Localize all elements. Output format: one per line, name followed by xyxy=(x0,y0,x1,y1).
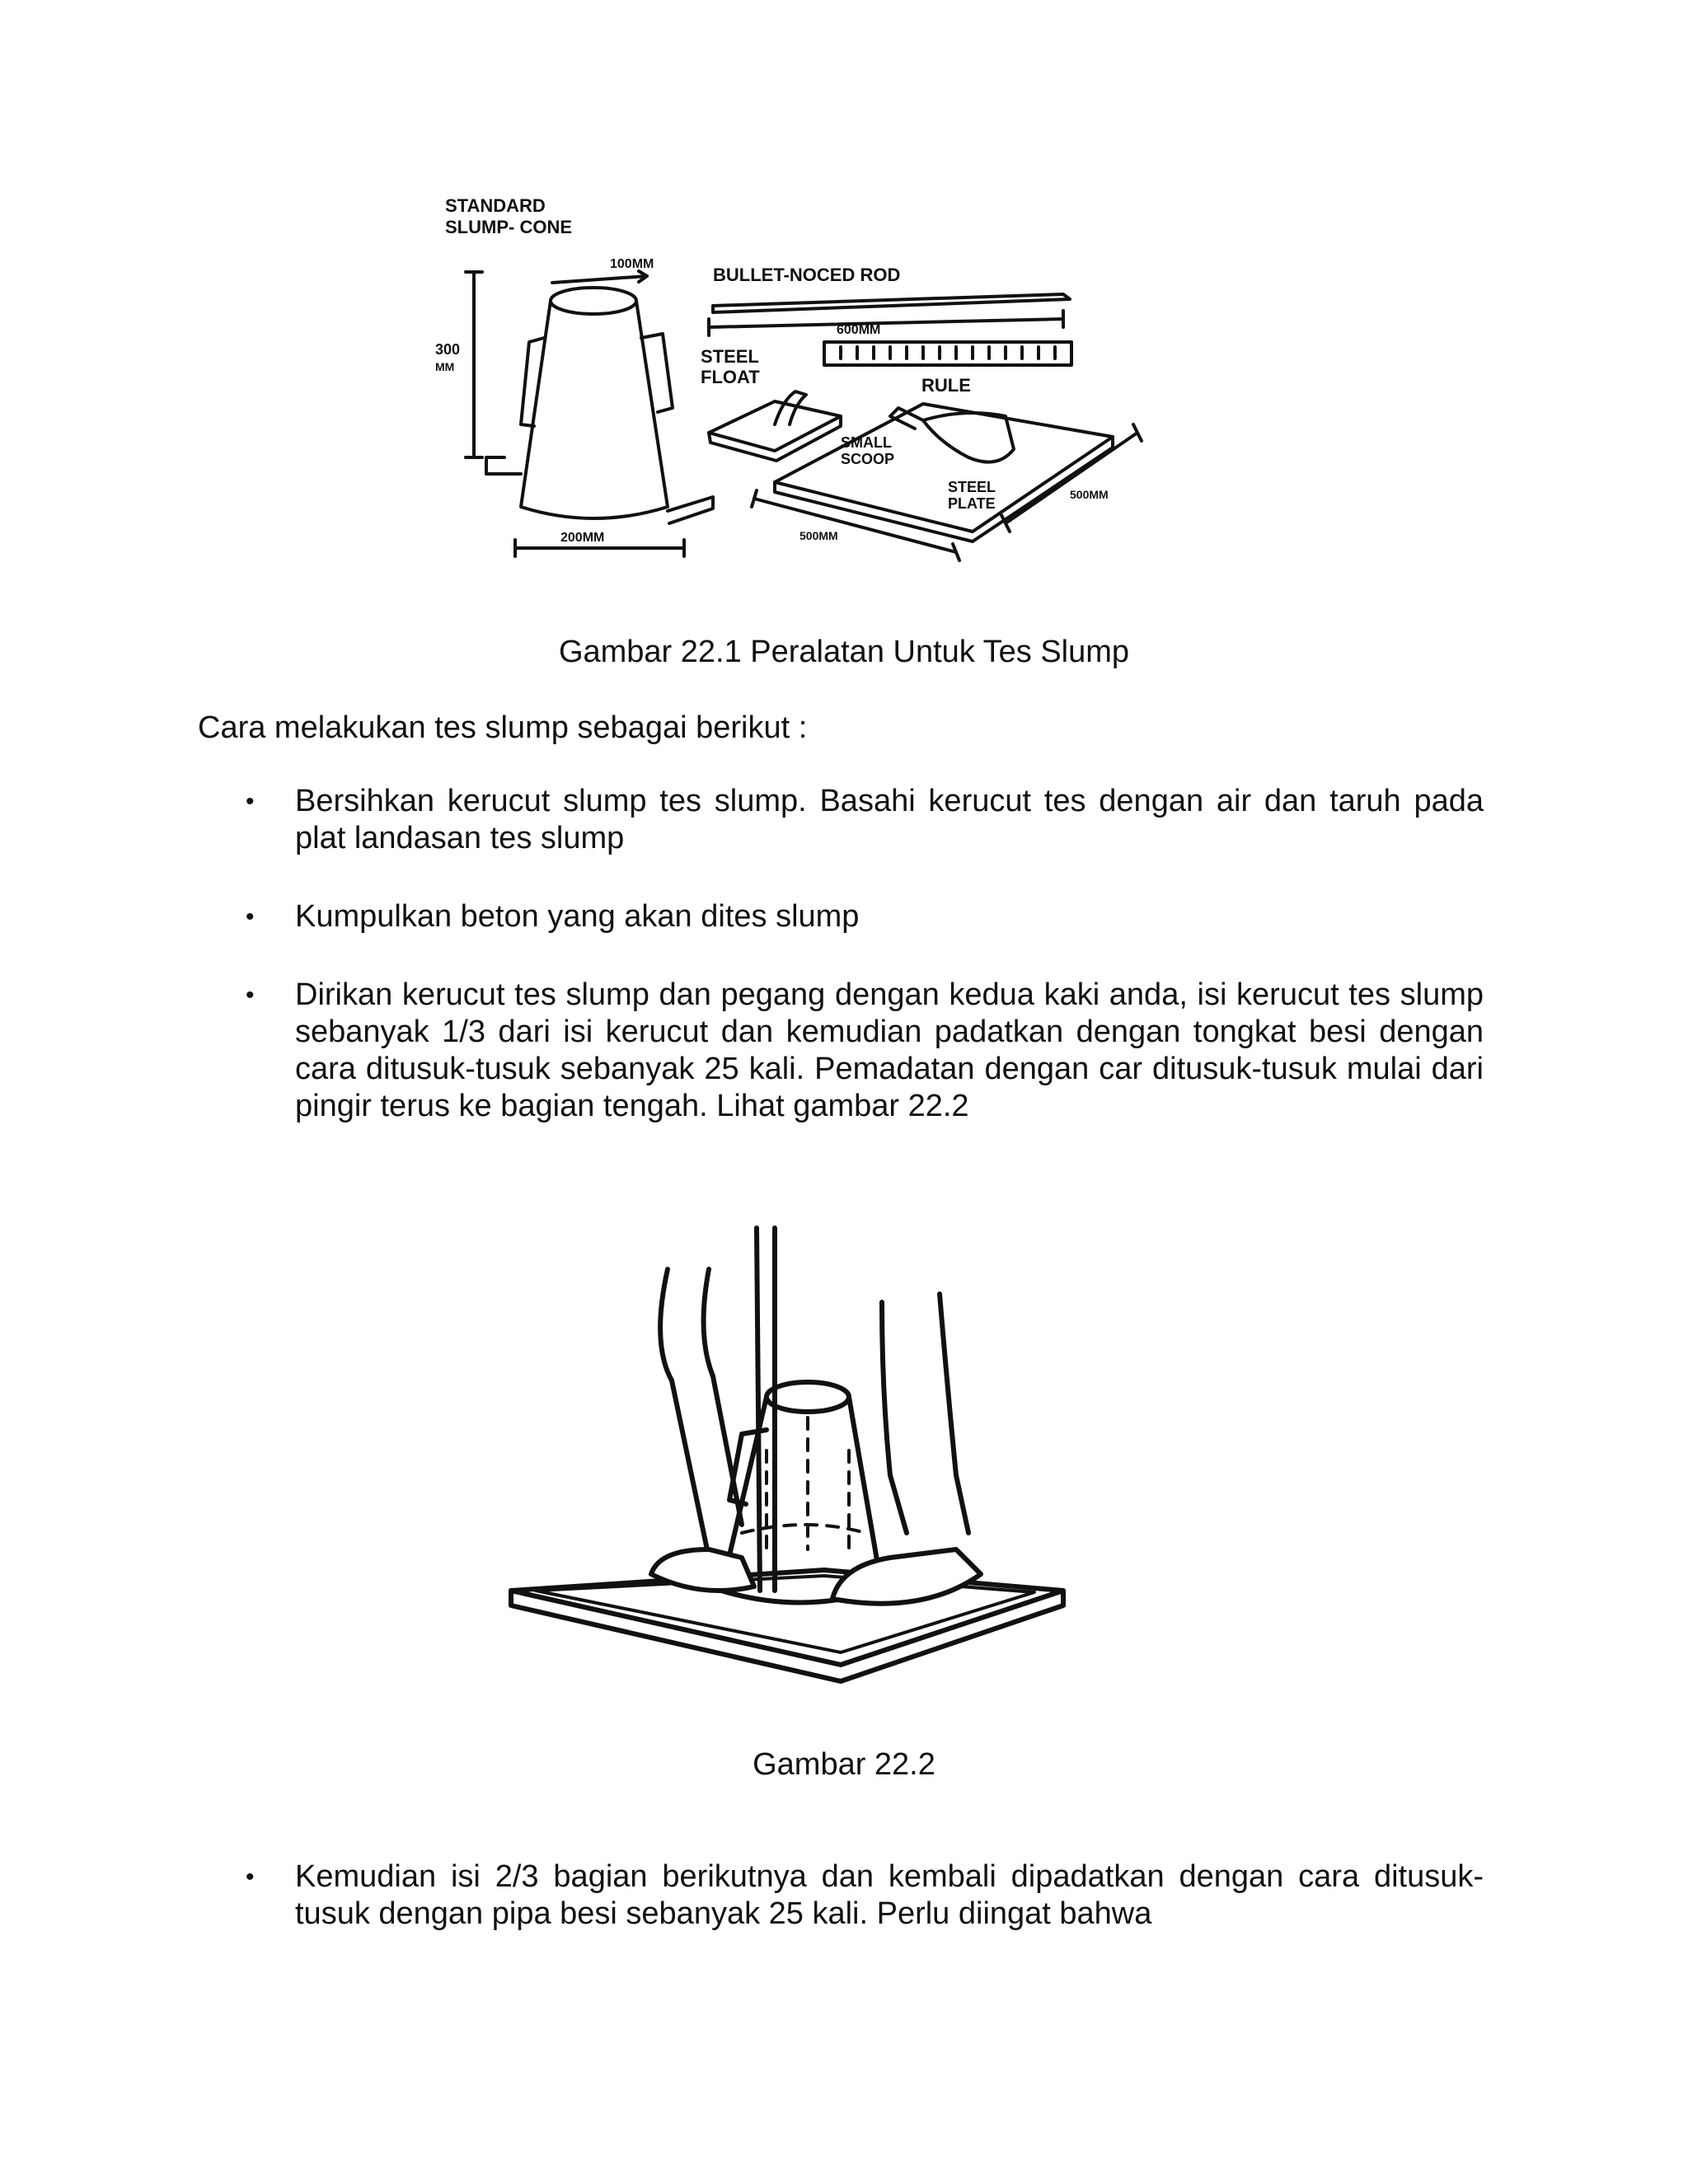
label-600mm: 600MM xyxy=(837,323,881,337)
cone-body xyxy=(521,301,668,518)
label-100mm: 100MM xyxy=(610,257,654,271)
label-standard: STANDARD xyxy=(445,195,546,216)
figure-caption-1: Gambar 22.1 Peralatan Untuk Tes Slump xyxy=(558,635,1130,669)
intro-text: Cara melakukan tes slump sebagai berikut : xyxy=(198,710,808,745)
label-200mm: 200MM xyxy=(560,531,605,545)
label-steel: STEEL xyxy=(701,346,759,367)
small-scoop xyxy=(890,408,1014,462)
bullet-icon: • xyxy=(246,903,255,930)
label-300: 300 xyxy=(435,341,461,358)
figure-slump-compaction xyxy=(495,1203,1121,1731)
slump-equipment-illustration xyxy=(429,185,1170,598)
list-item xyxy=(198,783,1484,857)
label-rod: BULLET-NOCED ROD xyxy=(713,265,901,285)
list-item-text: Kemudian isi 2/3 bagian berikutnya dan kembali dipadatkan dengan cara ditusuk-tusuk dengan pipa besi sebanyak 25 kali. Perlu diingat bahwa xyxy=(295,1859,1484,1931)
label-500b: 500MM xyxy=(1070,488,1109,501)
rule-ticks xyxy=(841,347,1055,359)
cone-top xyxy=(551,288,636,314)
label-steel-plate-1: STEEL xyxy=(948,479,996,495)
bullet-icon: • xyxy=(246,982,255,1009)
label-steel-plate-2: PLATE xyxy=(948,495,996,512)
list-item xyxy=(198,1858,1484,1933)
rule xyxy=(824,342,1071,365)
list-item xyxy=(198,977,1484,1125)
list-item-text: Dirikan kerucut tes slump dan pegang dengan kedua kaki anda, isi kerucut tes slump sebanyak 1/3 dari isi kerucut dan kemudian padatkan dengan tongkat besi dengan cara ditusuk-tusuk sebanyak 25 kali. Pemadatan dengan car ditusuk-tusuk mulai dari pingir terus ke bagian tengah. Lihat gambar 22.2 xyxy=(295,977,1484,1123)
base-plate xyxy=(511,1570,1063,1665)
label-500a: 500MM xyxy=(799,529,838,542)
right-leg xyxy=(882,1294,968,1533)
cone-top xyxy=(767,1382,849,1412)
dim-600-line xyxy=(709,311,1063,335)
figure-caption-2: Gambar 22.2 xyxy=(753,1747,935,1782)
label-rule: RULE xyxy=(921,375,971,396)
bullet-icon: • xyxy=(246,1863,255,1891)
steps-list-2 xyxy=(198,1858,1484,1933)
dim-500b-line xyxy=(1001,424,1142,532)
list-item xyxy=(198,898,1484,935)
label-scoop: SCOOP xyxy=(841,451,895,467)
dim-300-line xyxy=(466,272,482,457)
label-float: FLOAT xyxy=(701,367,760,387)
list-item-text: Bersihkan kerucut slump tes slump. Basahi kerucut tes dengan air dan taruh pada plat landasan tes slump xyxy=(295,784,1484,855)
list-item-text: Kumpulkan beton yang akan dites slump xyxy=(295,899,860,934)
steel-float xyxy=(709,401,841,461)
label-small: SMALL xyxy=(841,434,892,451)
rod xyxy=(713,294,1070,312)
steps-list-1 xyxy=(198,783,1484,1166)
slump-compaction-illustration xyxy=(495,1203,1121,1731)
dim-100-line xyxy=(552,271,647,283)
left-leg xyxy=(660,1269,742,1558)
figure-slump-equipment xyxy=(429,185,1170,598)
cone-base-plate xyxy=(486,457,713,523)
label-slump-cone: SLUMP- CONE xyxy=(445,217,572,237)
label-300-mm: MM xyxy=(435,360,455,373)
bullet-icon: • xyxy=(246,788,255,815)
